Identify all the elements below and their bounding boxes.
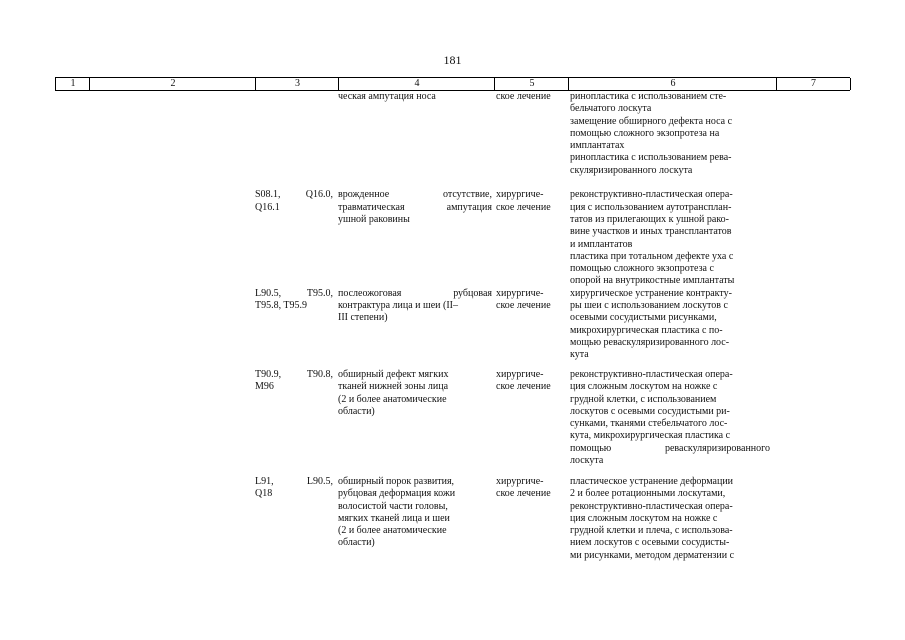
cell-line: помощью сложного экзопротеза с	[570, 263, 714, 275]
column-header-6: 6	[568, 78, 777, 90]
cell-line: ция с использованием аутотрансплан-	[570, 201, 732, 213]
cell-line: хирургиче-	[496, 189, 544, 201]
cell-line: бельчатого лоскута	[570, 103, 652, 115]
diagnosis-cell	[338, 369, 492, 418]
cell-line: тканей нижней зоны лица	[338, 381, 449, 393]
cell-line: T90.9, T90.8,	[255, 368, 333, 380]
methods-cell	[570, 476, 770, 562]
cell-line: лоскута	[570, 455, 604, 467]
cell-line: обширный дефект мягких	[338, 368, 449, 380]
cell-line: S08.1, Q16.0,	[255, 189, 333, 201]
cell-line: хирургиче-	[496, 287, 544, 299]
column-header-1: 1	[55, 78, 90, 90]
cell-line: (2 и более анатомические	[338, 393, 447, 405]
cell-line: грудной клетки, с использованием	[570, 393, 717, 405]
cell-line: ушной раковины	[338, 213, 410, 225]
methods-cell	[570, 369, 770, 467]
cell-line: реконструктивно-пластическая опера-	[570, 368, 733, 380]
cell-line: мягких тканей лица и шеи	[338, 512, 450, 524]
cell-line: Q16.1	[255, 201, 280, 213]
treatment-cell	[496, 369, 566, 394]
cell-line: врожденное отсутствие,	[338, 189, 492, 201]
table-row	[55, 189, 850, 287]
cell-line: пластика при тотальном дефекте уха с	[570, 250, 734, 262]
cell-line: ры шеи с использованием лоскутов с	[570, 300, 728, 312]
cell-line: татов из прилегающих к ушной рако-	[570, 213, 730, 225]
column-header-7: 7	[776, 78, 851, 90]
codes-cell	[255, 476, 333, 501]
table-header	[55, 77, 850, 91]
cell-line: хирургиче-	[496, 368, 544, 380]
cell-line: ринопластика с использованием сте-	[570, 91, 727, 102]
cell-line: волосистой части головы,	[338, 500, 448, 512]
treatment-cell	[496, 91, 566, 103]
cell-line: ское лечение	[496, 91, 551, 102]
treatment-cell	[496, 288, 566, 313]
cell-line: ринопластика с использованием рева-	[570, 152, 732, 164]
cell-line: травматическая ампутация	[338, 201, 492, 213]
table-body	[55, 91, 850, 562]
column-header-3: 3	[255, 78, 339, 90]
diagnosis-cell	[338, 189, 492, 226]
methods-cell	[570, 189, 770, 287]
cell-line: скуляризированного лоскута	[570, 164, 693, 176]
cell-line: кута	[570, 349, 589, 361]
codes-cell	[255, 369, 333, 394]
column-header-5: 5	[494, 78, 569, 90]
cell-line: хирургиче-	[496, 475, 544, 487]
cell-line: послеожоговая рубцовая	[338, 287, 492, 299]
cell-line: рубцовая деформация кожи	[338, 488, 456, 500]
cell-line: ское лечение	[496, 201, 551, 213]
diagnosis-cell	[338, 476, 492, 550]
cell-line: ское лечение	[496, 300, 551, 312]
cell-line: лоскутов с осевыми сосудистыми ри-	[570, 405, 730, 417]
cell-line: III степени)	[338, 312, 388, 324]
cell-line: вине участков и иных трансплантатов	[570, 226, 732, 238]
treatment-cell	[496, 476, 566, 501]
codes-cell	[255, 288, 333, 313]
cell-line: ми рисунками, методом дерматензии с	[570, 549, 735, 561]
cell-line: имплантатах	[570, 140, 625, 152]
table-row	[55, 369, 850, 476]
cell-line: контрактура лица и шеи (II–	[338, 300, 458, 312]
cell-line: микрохирургическая пластика с по-	[570, 324, 723, 336]
cell-line: и имплантатов	[570, 238, 633, 250]
column-header-2: 2	[89, 78, 256, 90]
cell-line: пластическое устранение деформации	[570, 475, 734, 487]
cell-line: грудной клетки и плеча, с использова-	[570, 525, 733, 537]
cell-line: реконструктивно-пластическая опера-	[570, 500, 733, 512]
cell-line: помощью реваскуляризированного	[570, 442, 770, 454]
table-row	[55, 91, 850, 189]
cell-line: нием лоскутов с осевыми сосудисты-	[570, 537, 730, 549]
codes-cell	[255, 189, 333, 214]
treatment-cell	[496, 189, 566, 214]
methods-cell	[570, 288, 770, 362]
cell-line: ское лечение	[496, 381, 551, 393]
cell-line: хирургическое устранение контракту-	[570, 287, 732, 299]
table-row	[55, 288, 850, 369]
cell-line: опорой на внутрикостные имплантаты	[570, 275, 735, 287]
cell-line: ция сложным лоскутом на ножке с	[570, 381, 718, 393]
cell-line: L91, L90.5,	[255, 475, 333, 487]
page-number: 181	[443, 53, 462, 67]
cell-line: помощью сложного экзопротеза на	[570, 127, 720, 139]
cell-line: реконструктивно-пластическая опера-	[570, 189, 733, 201]
cell-line: ское лечение	[496, 488, 551, 500]
cell-line: 2 и более ротационными лоскутами,	[570, 488, 726, 500]
cell-line: T95.8, T95.9	[255, 300, 308, 312]
cell-line: мощью реваскуляризированного лос-	[570, 336, 730, 348]
cell-line: сунками, тканями стебельчатого лос-	[570, 418, 728, 430]
cell-line: Q18	[255, 488, 273, 500]
cell-line: области)	[338, 405, 375, 417]
diagnosis-cell	[338, 91, 492, 103]
table-row	[55, 476, 850, 562]
cell-line: (2 и более анатомические	[338, 525, 447, 537]
cell-line: осевыми сосудистыми рисунками,	[570, 312, 717, 324]
cell-line: области)	[338, 537, 375, 549]
methods-cell	[570, 91, 770, 177]
cell-line: обширный порок развития,	[338, 475, 455, 487]
diagnosis-cell	[338, 288, 492, 325]
cell-line: кута, микрохирургическая пластика с	[570, 430, 731, 442]
cell-line: ция сложным лоскутом на ножке с	[570, 512, 718, 524]
column-header-4: 4	[338, 78, 495, 90]
cell-line: L90.5, T95.0,	[255, 287, 333, 299]
cell-line: ческая ампутация носа	[338, 91, 436, 102]
cell-line: замещение обширного дефекта носа с	[570, 115, 733, 127]
cell-line: M96	[255, 381, 274, 393]
